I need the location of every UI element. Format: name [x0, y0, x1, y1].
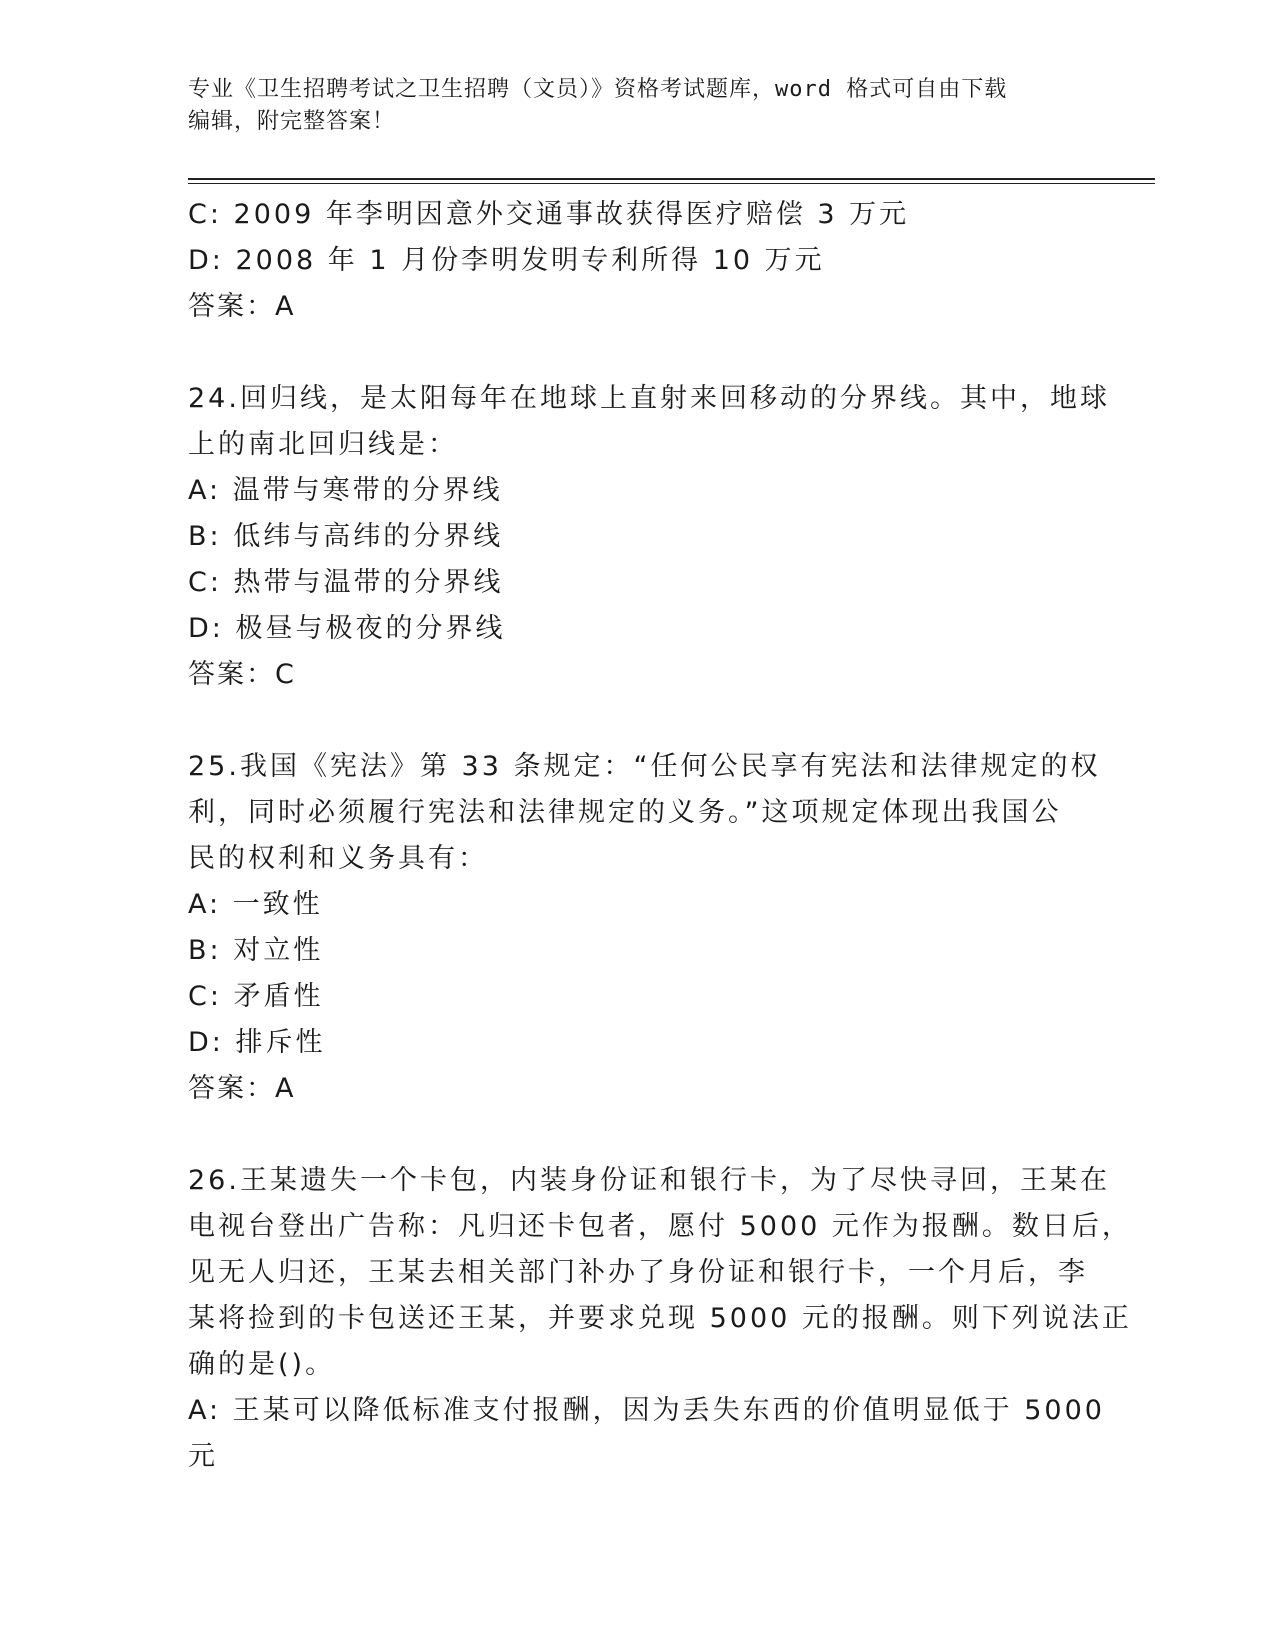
- question-stem-line: 24.回归线，是太阳每年在地球上直射来回移动的分界线。其中，地球: [188, 383, 1110, 414]
- header-divider-thin: [188, 183, 1155, 184]
- question-24: [188, 376, 1110, 698]
- question-stem-line: 见无人归还，王某去相关部门补办了身份证和银行卡，一个月后，李: [188, 1257, 1088, 1288]
- question-stem-line: 26.王某遗失一个卡包，内装身份证和银行卡，为了尽快寻回，王某在: [188, 1165, 1110, 1196]
- option-c: C: 矛盾性: [188, 981, 324, 1012]
- option-c: C: 热带与温带的分界线: [188, 567, 504, 598]
- page-header: [188, 74, 1068, 138]
- question-stem-line: 民的权利和义务具有：: [188, 843, 488, 874]
- header-divider-thick: [188, 178, 1155, 180]
- question-stem-line: 确的是()。: [188, 1349, 336, 1380]
- option-c: C: 2009 年李明因意外交通事故获得医疗赔偿 3 万元: [188, 199, 910, 230]
- question-stem-line: 电视台登出广告称：凡归还卡包者，愿付 5000 元作为报酬。数日后，: [188, 1211, 1132, 1242]
- question-content: [188, 192, 1132, 1480]
- answer-line: 答案：A: [188, 291, 296, 322]
- question-stem-line: 25.我国《宪法》第 33 条规定：“任何公民享有宪法和法律规定的权: [188, 751, 1101, 782]
- question-26: [188, 1158, 1132, 1480]
- option-a: A: 王某可以降低标准支付报酬，因为丢失东西的价值明显低于 5000: [188, 1395, 1105, 1426]
- option-d: D: 排斥性: [188, 1027, 326, 1058]
- option-a: A: 温带与寒带的分界线: [188, 475, 503, 506]
- option-d: D: 2008 年 1 月份李明发明专利所得 10 万元: [188, 245, 825, 276]
- option-b: B: 对立性: [188, 935, 324, 966]
- option-d: D: 极昼与极夜的分界线: [188, 613, 506, 644]
- question-stem-line: 上的南北回归线是：: [188, 429, 458, 460]
- prev-question: [188, 192, 1088, 330]
- header-line-2: 编辑，附完整答案！: [188, 109, 396, 134]
- question-25: [188, 744, 1101, 1112]
- answer-line: 答案：A: [188, 1073, 296, 1104]
- question-stem-line: 利，同时必须履行宪法和法律规定的义务。”这项规定体现出我国公: [188, 797, 1062, 828]
- question-stem-line: 某将捡到的卡包送还王某，并要求兑现 5000 元的报酬。则下列说法正: [188, 1303, 1132, 1334]
- option-a: A: 一致性: [188, 889, 323, 920]
- option-b: B: 低纬与高纬的分界线: [188, 521, 504, 552]
- header-line-1: 专业《卫生招聘考试之卫生招聘（文员）》资格考试题库，word 格式可自由下载: [188, 77, 1008, 102]
- option-a-continued: 元: [188, 1441, 218, 1472]
- answer-line: 答案：C: [188, 659, 296, 690]
